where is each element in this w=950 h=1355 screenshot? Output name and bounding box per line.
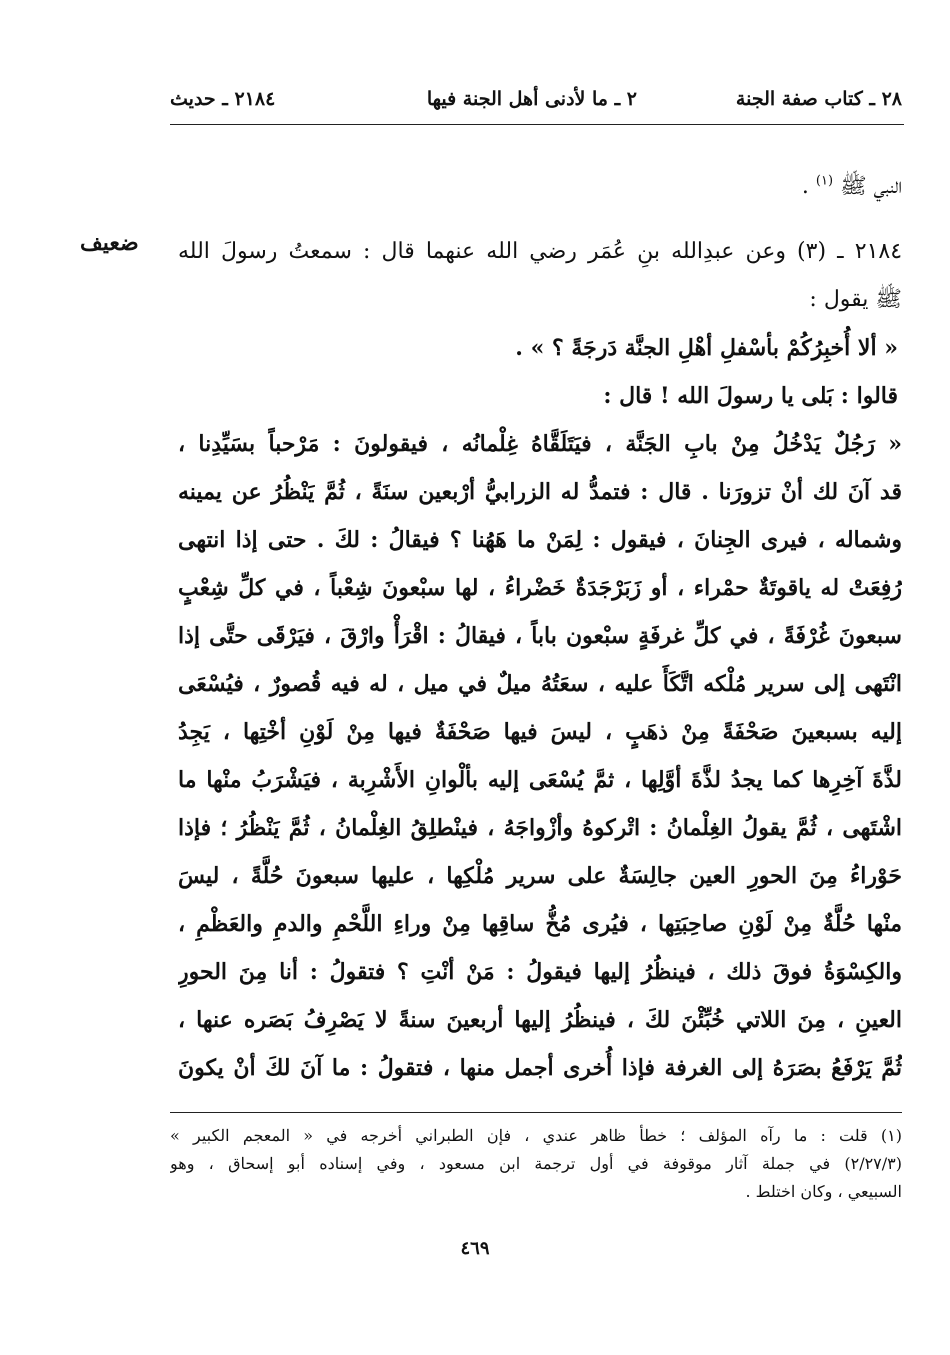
header-divider — [170, 124, 904, 125]
text-line: رُفِعَتْ له ياقوتَةٌ حمْراء ، أو زَبَرْجَدَةٌ خَضْراءُ ، لها سبْعونَ شِعْباً ، في كلِّ شِعْبٍ — [178, 575, 902, 601]
text-line: قد آنَ لك أنْ تزورَنا . قال : فتمدُّ له الزرابيُّ أرْبعين سنَةً ، ثُمَّ يَنْظُرُ عن يمينه — [178, 479, 902, 505]
text-line: اشْتَهى ، ثُمَّ يقولُ الغِلْمانُ : اتْركوهُ وأزْواجَهُ ، فينْطلِقُ الغِلْمانُ ، ثُمَّ يَنْظُرُ ؛ فإذا — [178, 815, 902, 841]
text-line: العينِ ، مِنَ اللاتي خُبِّئْنَ لكَ ، فينظُرُ إليها أربعينَ سنةً لا يَصْرِفُ بَصَره عنها ، — [178, 1007, 902, 1033]
header-hadith-range: ٢١٨٤ ـ حديث — [170, 88, 276, 110]
text-line: « ألا أُخبِرُكُمْ بأسْفلِ أهْلِ الجنَّة دَرجَةً ؟ » . — [515, 335, 898, 361]
header-section: ٢ ـ ما لأدنى أهل الجنة فيها — [426, 88, 637, 110]
footnote-line: (٢/٢٧/٣) في جملة آثار موقوفة في أول ترجمة ابن مسعود ، وفي إسناده أبو إسحاق ، وهو — [170, 1154, 902, 1173]
text-line: ثُمَّ يَرْفَعُ بصَرَهُ إلى الغرفة فإذا أُخرى أجمل منها ، فتقولُ : ما آنَ لكَ أنْ يكونَ — [178, 1055, 902, 1081]
text-line: والكِسْوَةُ فوقَ ذلك ، فينظُرُ إليها فيقولُ : مَنْ أنْتِ ؟ فتقولُ : أنا مِنَ الحورِ — [178, 959, 902, 985]
text-line: إليه بسبعينَ صَحْفَةً مِنْ ذهَبٍ ، ليسَ فيها صَحْفَةٌ فيها مِنْ لَوْنِ أخْتِها ، يَجِدُ — [178, 719, 902, 745]
text-line: حَوْراءُ مِنَ الحورِ العين جالِسَةٌ على سرير مُلْكِها ، عليها سبعونَ حُلَّةً ، ليسَ — [178, 863, 902, 889]
intro-line — [802, 172, 902, 204]
intro-text: النبي ﷺ — [840, 174, 902, 199]
text-line: قالوا : بَلى يا رسولَ الله ! قال : — [603, 383, 898, 409]
footnote-ref: (١) — [815, 173, 834, 189]
running-header — [170, 88, 902, 118]
hadith-body — [178, 228, 902, 1092]
text-line: لذَّةَ آخِرِها كما يجدُ لذَّةَ أوَّلِها ، ثمَّ يُسْعَى إليه بألْوانِ الأَشْرِبة ، فيَشْرَبُ منْها ما — [178, 767, 902, 793]
page-number: ٤٦٩ — [460, 1238, 490, 1259]
header-chapter: ٢٨ ـ كتاب صفة الجنة — [735, 88, 902, 110]
footnote-divider — [170, 1112, 902, 1113]
text-line: « رَجُلٌ يَدْخُلُ مِنْ بابِ الجَنَّة ، فيَتَلَقَّاهُ غِلْمانُه ، فيقولونَ : مَرْحباً بسَيِّدِنا ، — [178, 431, 902, 457]
intro-end: . — [801, 174, 809, 199]
footnotes — [170, 1122, 902, 1206]
text-line: وشماله ، فيرى الجِنانَ ، فيقول : لِمَنْ ما هَهُنا ؟ فيقالُ : لكَ . حتى إذا انتهى — [178, 527, 902, 553]
grade-side-note: ضعيف — [80, 230, 139, 256]
text-line: انْتَهى إلى سرير مُلْكه اتَّكَأَ عليه ، سعَتُهُ ميلٌ في ميل ، له فيه قُصورٌ ، فيُسْعَى — [178, 671, 902, 697]
text-line: ٢١٨٤ ـ (٣) وعن عبدِالله بنِ عُمَر رضي الله عنهما قال : سمعتُ رسولَ الله — [178, 239, 902, 264]
footnote-line: (١) قلت : ما رآه المؤلف ؛ خطأ ظاهر عندي ، فإن الطبراني أخرجه في « المعجم الكبير » — [170, 1126, 902, 1145]
footnote-line: السبيعي ، وكان اختلط . — [745, 1182, 902, 1201]
text-line: ﷺ يقول : — [809, 287, 902, 312]
text-line: منْها حُلَّةٌ مِنْ لَوْنِ صاحِبَتِها ، فيُرى مُخُّ ساقِها مِنْ وراءِ اللَّحْمِ والدمِ والعَظْمِ ، — [178, 911, 902, 937]
text-line: سبعونَ غُرْفَةً ، في كلِّ غرفَةٍ سبْعون باباً ، فيقالُ : اقْرَأْ وارْقَ ، فيَرْقَى حتَّى إذا — [178, 623, 902, 649]
